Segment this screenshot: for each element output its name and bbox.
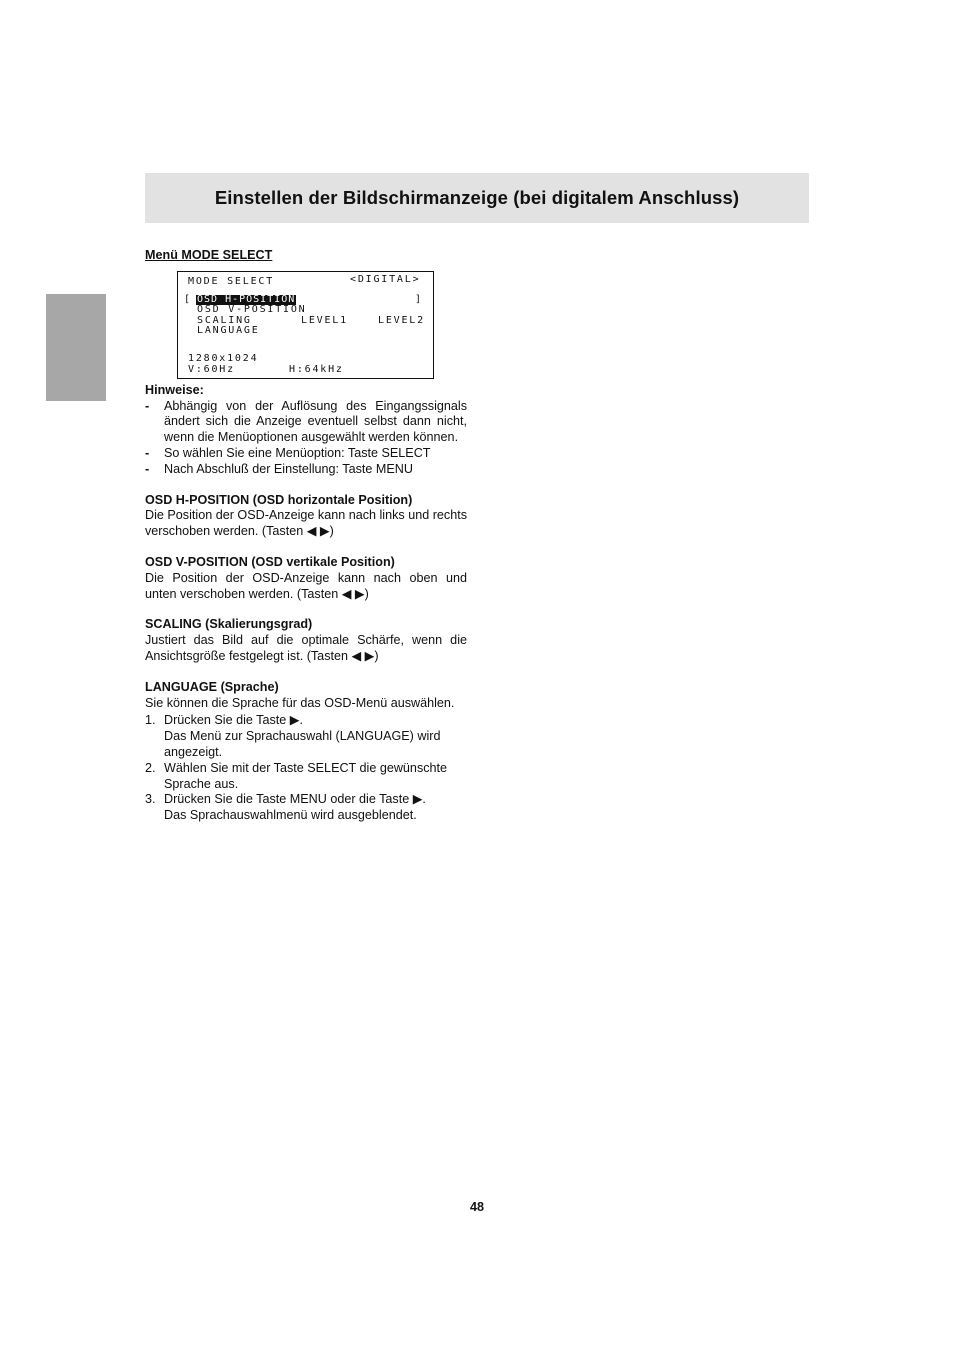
step-text: Drücken Sie die Taste MENU oder die Taste ▶. xyxy=(164,792,426,807)
section-h-position xyxy=(145,493,467,540)
language-steps xyxy=(145,713,467,824)
list-item xyxy=(145,713,467,760)
step-number: 3. xyxy=(145,792,156,807)
step-text: Drücken Sie die Taste ▶. xyxy=(164,713,303,728)
section-v-position xyxy=(145,555,467,602)
step-number: 2. xyxy=(145,760,156,775)
section-language xyxy=(145,680,467,824)
list-item xyxy=(145,761,467,793)
list-item xyxy=(145,792,467,824)
side-tab-marker xyxy=(46,294,106,401)
osd-item-h-position: OSD H-POSITION xyxy=(197,293,296,305)
osd-scaling-level2: LEVEL2 xyxy=(378,314,425,326)
section-text: Die Position der OSD-Anzeige kann nach oben und unten verschoben werden. (Tasten ◀ ▶) xyxy=(145,570,467,601)
notes-heading: Hinweise: xyxy=(145,382,204,397)
osd-item-v-position: OSD V-POSITION xyxy=(197,303,307,315)
list-item: - Abhängig von der Auflösung des Eingangssignals ändert sich die Anzeige eventuell selbst dann nicht, wenn die Menüoptionen ausgewählt werden können. xyxy=(145,399,467,446)
section-text: Die Position der OSD-Anzeige kann nach links und rechts verschoben werden. (Tasten ◀ ▶) xyxy=(145,508,468,539)
section-heading: LANGUAGE (Sprache) xyxy=(145,679,279,694)
section-scaling xyxy=(145,617,467,664)
step-text: Wählen Sie mit der Taste SELECT die gewünschte Sprache aus. xyxy=(164,760,448,791)
section-text: Justiert das Bild auf die optimale Schärfe, wenn die Ansichtsgröße festgelegt ist. (Tasten ◀ ▶) xyxy=(145,633,467,663)
section-heading: SCALING (Skalierungsgrad) xyxy=(145,617,313,632)
list-item: - So wählen Sie eine Menüoption: Taste SELECT xyxy=(145,446,467,462)
title-bar xyxy=(145,173,809,223)
osd-v-frequency: V:60Hz xyxy=(188,363,235,375)
osd-item-language: LANGUAGE xyxy=(197,324,260,336)
notes-list xyxy=(145,399,467,478)
osd-resolution: 1280x1024 xyxy=(188,352,259,364)
osd-bracket-left: [ xyxy=(184,293,191,305)
menu-heading: Menü MODE SELECT xyxy=(145,248,273,262)
osd-h-frequency: H:64kHz xyxy=(289,363,344,375)
section-heading: OSD H-POSITION (OSD horizontale Position) xyxy=(145,492,413,507)
page-number: 48 xyxy=(469,1200,484,1214)
osd-scaling-level1: LEVEL1 xyxy=(301,314,348,326)
section-heading: OSD V-POSITION (OSD vertikale Position) xyxy=(145,554,395,569)
page-title: Einstellen der Bildschirmanzeige (bei digitalem Anschluss) xyxy=(214,187,740,208)
osd-item-scaling: SCALING xyxy=(197,314,252,326)
step-subtext: Das Sprachauswahlmenü wird ausgeblendet. xyxy=(164,808,417,823)
step-number: 1. xyxy=(145,713,156,728)
osd-screen-illustration xyxy=(177,271,434,379)
osd-bracket-right: ] xyxy=(415,293,422,305)
section-text: Sie können die Sprache für das OSD-Menü auswählen. xyxy=(145,695,455,710)
list-item: - Nach Abschluß der Einstellung: Taste MENU xyxy=(145,462,467,478)
osd-title: MODE SELECT xyxy=(188,275,275,287)
content-column xyxy=(145,248,467,824)
osd-mode: <DIGITAL> xyxy=(350,273,421,285)
step-subtext: Das Menü zur Sprachauswahl (LANGUAGE) wird angezeigt. xyxy=(164,729,441,759)
